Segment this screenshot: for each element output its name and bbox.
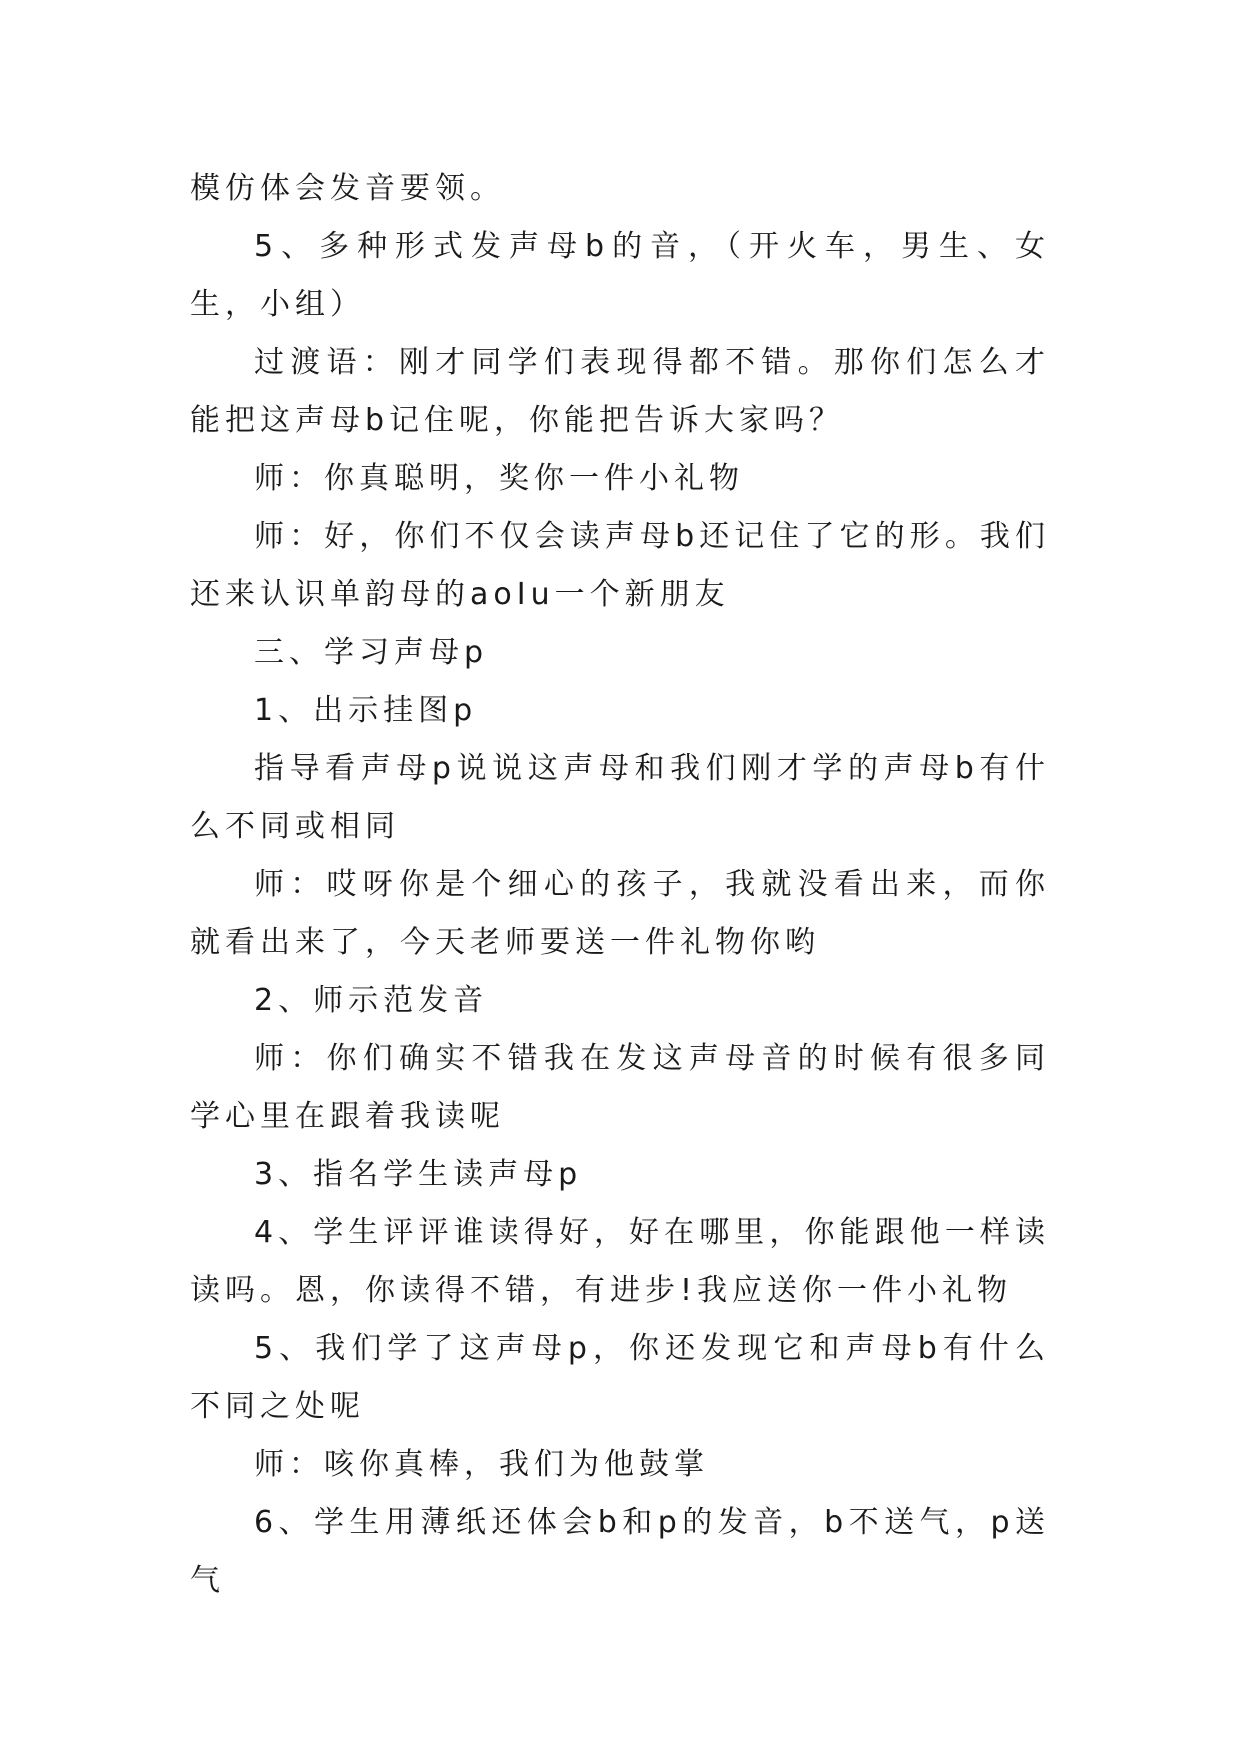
paragraph: 师：好，你们不仅会读声母b还记住了它的形。我们还来认识单韵母的aoIu一个新朋友 bbox=[190, 519, 1050, 612]
paragraph: 师：你们确实不错我在发这声母音的时候有很多同学心里在跟着我读呢 bbox=[190, 1041, 1050, 1134]
paragraph: 师：哎呀你是个细心的孩子，我就没看出来，而你就看出来了，今天老师要送一件礼物你哟 bbox=[190, 867, 1050, 960]
paragraph: 指导看声母p说说这声母和我们刚才学的声母b有什么不同或相同 bbox=[190, 751, 1050, 844]
document-body bbox=[190, 160, 1050, 1610]
paragraph: 师：你真聪明，奖你一件小礼物 bbox=[254, 461, 744, 496]
paragraph: 3、指名学生读声母p bbox=[254, 1157, 583, 1192]
paragraph: 4、学生评评谁读得好，好在哪里，你能跟他一样读读吗。恩，你读得不错，有进步!我应送你一件小礼物 bbox=[190, 1215, 1050, 1308]
paragraph-continuation: 模仿体会发音要领。 bbox=[190, 171, 505, 206]
paragraph: 过渡语：刚才同学们表现得都不错。那你们怎么才能把这声母b记住呢，你能把告诉大家吗？ bbox=[190, 345, 1050, 438]
paragraph: 2、师示范发音 bbox=[254, 983, 489, 1018]
paragraph: 6、学生用薄纸还体会b和p的发音，b不送气，p送气 bbox=[190, 1505, 1050, 1598]
section-heading: 三、学习声母p bbox=[254, 635, 489, 670]
paragraph: 5、多种形式发声母b的音，（开火车，男生、女生，小组） bbox=[190, 229, 1050, 322]
paragraph: 1、出示挂图p bbox=[254, 693, 478, 728]
paragraph: 5、我们学了这声母p，你还发现它和声母b有什么不同之处呢 bbox=[190, 1331, 1050, 1424]
paragraph: 师：咳你真棒，我们为他鼓掌 bbox=[254, 1447, 709, 1482]
